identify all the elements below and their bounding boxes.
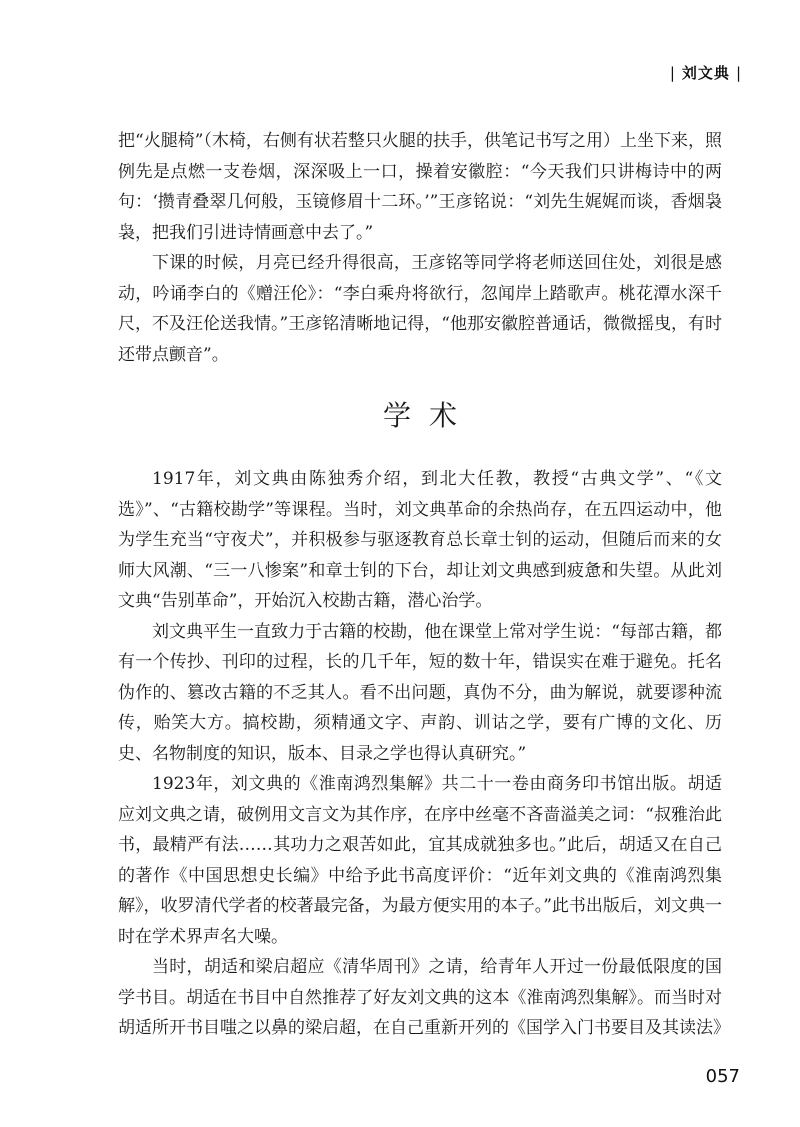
- paragraph: 下课的时候，月亮已经升得很高，王彦铭等同学将老师送回住处，刘很是感动，吟诵李白的《赠汪伦》：“李白乘舟将欲行，忽闻岸上踏歌声。桃花潭水深千尺，不及汪伦送我情。”王彦铭清晰地记得，“他那安徽腔普通话，微微摇曳，有时还带点颤音”。: [118, 253, 722, 365]
- running-header: [664, 62, 748, 83]
- body-text: [118, 126, 730, 1044]
- paragraph: 1917年，刘文典由陈独秀介绍，到北大任教，教授“古典文学”、“《文选》”、“古籍校勘学”等课程。当时，刘文典革命的余热尚存，在五四运动中，他为学生充当“守夜犬”，并积极参与驱逐教育总长章士钊的运动，但随后而来的女师大风潮、“三一八惨案”和章士钊的下台，却让刘文典感到疲惫和失望。从此刘文典“告别革命”，开始沉入校勘古籍，潜心治学。: [118, 469, 722, 611]
- paragraph: 当时，胡适和梁启超应《清华周刊》之请，给青年人开过一份最低限度的国学书目。胡适在书目中自然推荐了好友刘文典的这本《淮南鸿烈集解》。而当时对胡适所开书目嗤之以鼻的梁启超，在自己重新开列的《国学入门书要目及其读法》: [118, 957, 730, 1038]
- header-divider-right: |: [735, 64, 742, 82]
- section-title: 学术: [382, 399, 475, 432]
- paragraph: 刘文典平生一直致力于古籍的校勘，他在课堂上常对学生说：“每部古籍，都有一个传抄、刊印的过程，长的几千年，短的数十年，错误实在难于避免。托名伪作的、篡改古籍的不乏其人。看不出问题，真伪不分，曲为解说，就要谬种流传，贻笑大方。搞校勘，须精通文字、声韵、训诂之学，要有广博的文化、历史、名物制度的知识，版本、目录之学也得认真研究。”: [118, 621, 722, 764]
- paragraph: 1923年，刘文典的《淮南鸿烈集解》共二十一卷由商务印书馆出版。胡适应刘文典之请，破例用文言文为其作序，在序中丝毫不吝啬溢美之词：“叔雅治此书，最精严有法……其功力之艰苦如此，宜其成就独多也。”此后，胡适又在自己的著作《中国思想史长编》中给予此书高度评价：“近年刘文典的《淮南鸿烈集解》，收罗清代学者的校著最完备，为最方便实用的本子。”此书出版后，刘文典一时在学术界声名大噪。: [118, 774, 722, 947]
- running-header-title: 刘文典: [681, 64, 730, 82]
- header-divider-left: |: [669, 64, 676, 82]
- paragraph-continued: 把“火腿椅”（木椅，右侧有状若整只火腿的扶手，供笔记书写之用）上坐下来，照例先是点燃一支卷烟，深深吸上一口，操着安徽腔：“今天我们只讲梅诗中的两句：‘攒青叠翠几何般，玉镜修眉十二环。’”王彦铭说：“刘先生娓娓而谈，香烟袅袅，把我们引进诗情画意中去了。”: [118, 131, 722, 243]
- page-number: 057: [705, 1066, 740, 1087]
